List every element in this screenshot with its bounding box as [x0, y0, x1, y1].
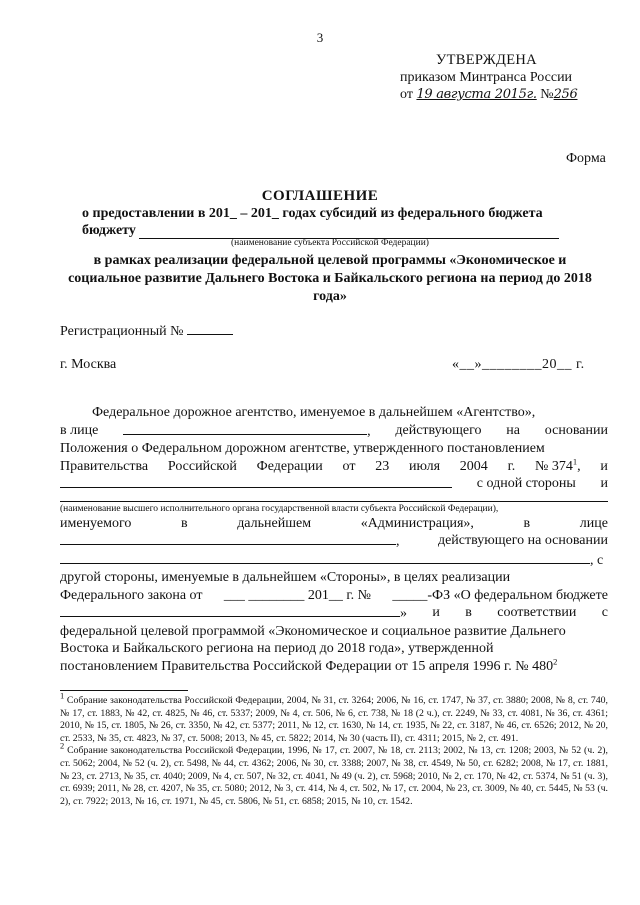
- body-line-11: » и в соответствии с: [60, 604, 608, 623]
- blank-line: [60, 551, 590, 564]
- footnote-ref-2: постановлением Правительства Российской Федерации от 15 апреля 1996 г. № $480^2$: [60, 655, 558, 674]
- budget-blank: [139, 225, 559, 239]
- agreement-date: «__»________20__ г.: [452, 357, 585, 372]
- approval-date-prefix: от: [400, 87, 413, 102]
- body-blank-group: , с: [60, 551, 603, 570]
- budget-line: [82, 223, 582, 239]
- program-title: в рамках реализации федеральной целевой программы «Экономическое и социальное развитие Дальнего Востока и Байкальского региона на период до 2018 года»: [68, 253, 592, 304]
- registration-label: Регистрационный №: [60, 324, 184, 339]
- body-blank-group: »: [60, 604, 407, 623]
- footnotes: [60, 690, 609, 808]
- approval-number-prefix: №: [540, 87, 554, 102]
- approval-date-handwritten: 19 августа 2015г.: [416, 87, 537, 102]
- body-line-1: [60, 404, 608, 422]
- approval-title: УТВЕРЖДЕНА: [436, 52, 537, 68]
- body-line-13: Востока и Байкальского региона на период до 2018 года», утвержденной: [60, 641, 494, 656]
- body-line-4: Правительства Российской Федерации от 23 июля 2004 г. № $374^1$, и: [60, 455, 608, 474]
- body-text: действующего: [395, 422, 482, 438]
- agreement-body: [60, 404, 608, 675]
- body-line-8: [60, 551, 608, 570]
- approval-block: [400, 52, 600, 103]
- form-label: Форма: [566, 151, 606, 166]
- footnote-2: $^2$ Собрание законодательства Российской Федерации, 1996, № 17, ст. 2007, № 18, ст. 2113; 2002, № 13, ст. 1208; 2003, № 52 (ч. 2), ст. 5062; 2004, № 52 (ч. 2), ст. 5498, № 44, ст. 4362; 2006, № 30, ст. 3388; 2007, № 38, ст. 4549, № 50, ст. 6282; 2008, № 17, ст. 1881, № 23, ст. 2713, № 35, ст. 4040; 2009, № 4, ст. 507, № 32, ст. 4041, № 49 (ч. 2), ст. 5968; 2010, № 2, ст. 170, № 42, ст. 5374, № 51 (ч. 3), ст. 6939; 2011, № 28, ст. 4207, № 35, ст. 5080; 2012, № 3, ст. 414, № 4, ст. 502, № 17, ст. 2004, № 23, ст. 3009, № 40, ст. 5445, № 53 (ч. 2), ст. 7922; 2013, № 16, ст. 1971, № 45, ст. 5806, № 51, ст. 6858; 2015, № 10, ст. 1542.: [60, 741, 609, 807]
- blank-line: [60, 475, 452, 488]
- body-line-14: [60, 655, 608, 676]
- body-line-7: , действующего на основании: [60, 532, 608, 551]
- body-line-2: [60, 422, 608, 441]
- budget-caption: (наименование субъекта Российской Федерации): [231, 238, 429, 248]
- footnote-1: $^1$ Собрание законодательства Российской Федерации, 2004, № 31, ст. 3264; 2006, № 16, ст. 1747, № 37, ст. 3880; 2008, № 8, ст. 740, № 17, ст. 1883, № 42, ст. 4825, № 46, ст. 5337; 2009, № 4, ст. 506, № 6, ст. 738, № 18 (2 ч.), ст. 2249, № 33, ст. 4081, № 36, ст. 4361; 2010, № 15, ст. 1805, № 26, ст. 3350, № 42, ст. 5377; 2011, № 12, ст. 1630, № 14, ст. 1935, № 22, ст. 3187, № 46, ст. 6526; 2012, № 20, ст. 2533, № 35, ст. 4823, № 37, ст. 5008; 2013, № 45, ст. 5822; 2014, № 30 (часть II), ст. 4311; 2015, № 2, ст. 491.: [60, 690, 608, 744]
- body-line-3: [60, 440, 608, 458]
- approval-number-handwritten: 256: [553, 87, 578, 102]
- blank-line: [60, 532, 396, 545]
- approval-by: приказом Минтранса России: [400, 70, 573, 85]
- body-line-12: федеральной целевой программой «Экономическое и социальное развитие Дальнего: [60, 623, 566, 639]
- body-blank-group: ,: [123, 422, 371, 441]
- footnote-separator: [60, 690, 188, 691]
- registration-blank: [187, 322, 233, 335]
- city: г. Москва: [60, 357, 117, 372]
- body-text: в лице: [60, 422, 99, 438]
- body-text: Федеральное дорожное агентство, именуемое в дальнейшем «Агентство»,: [92, 405, 536, 420]
- registration-line: [60, 322, 233, 340]
- body-text: основании: [544, 422, 608, 438]
- footnote-ref-1: № $374^1$,: [535, 455, 581, 474]
- document-subtitle: о предоставлении в 201_ – 201_ годах субсидий из федерального бюджета: [82, 206, 543, 221]
- document-title: СОГЛАШЕНИЕ: [261, 188, 379, 204]
- body-text: на: [506, 422, 520, 438]
- blank-line: [60, 604, 400, 617]
- body-line-5: с одной стороны и: [60, 475, 608, 493]
- body-text: Положения о Федеральном дорожном агентстве, утвержденного постановлением: [60, 441, 545, 456]
- body-blank-group: ,: [60, 532, 400, 551]
- page-number: 3: [316, 30, 324, 45]
- blank-line: [123, 422, 367, 435]
- body-line-10: Федерального закона от ___ ________ 201__ г. № _____-ФЗ «О федеральном бюджете: [60, 587, 608, 603]
- budget-prefix: бюджету: [82, 223, 136, 238]
- approval-date-line: [400, 86, 600, 103]
- administration-caption: (наименование высшего исполнительного органа государственной власти субъекта Российской Федерации),: [60, 501, 608, 515]
- body-line-6: именуемого в дальнейшем «Администрация», в лице: [60, 515, 608, 531]
- body-line-9: другой стороны, именуемые в дальнейшем «Стороны», в целях реализации: [60, 570, 511, 585]
